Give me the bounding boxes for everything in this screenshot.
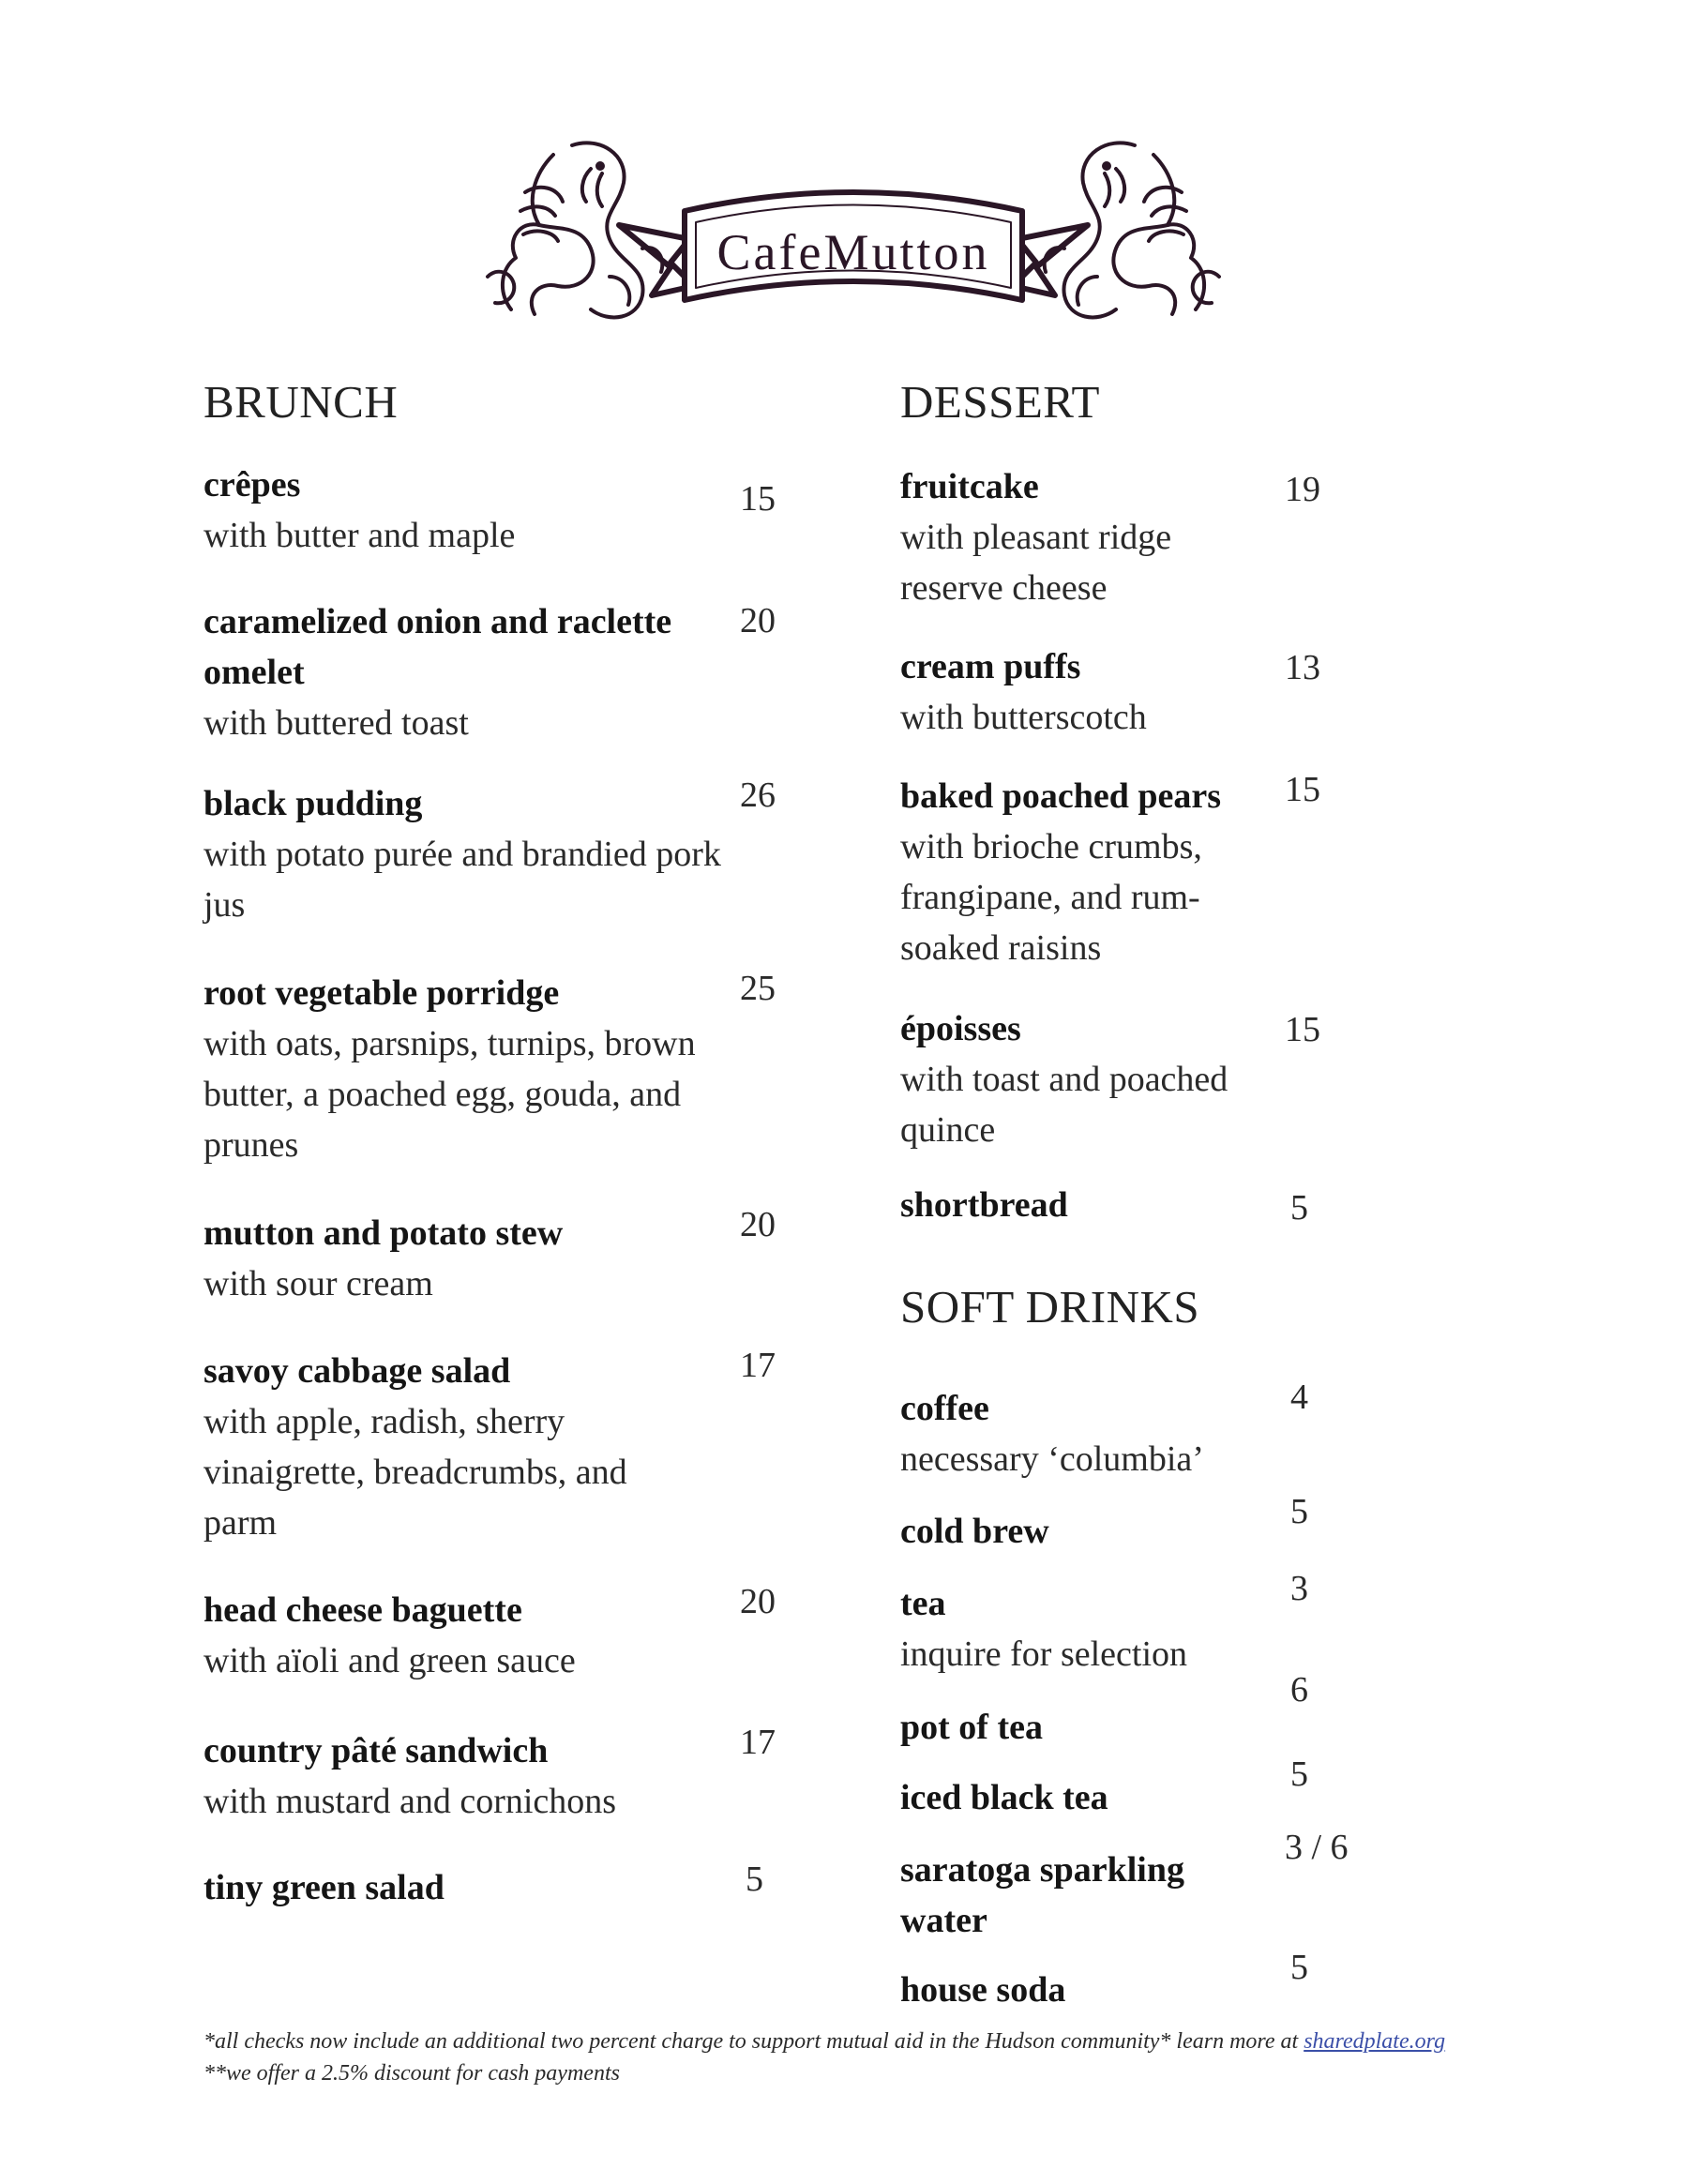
item-name: black pudding — [203, 784, 423, 823]
item-name: crêpes — [203, 465, 301, 505]
item-description: with butterscotch — [900, 698, 1147, 737]
item-price: 20 — [740, 601, 776, 640]
menu-item — [900, 1845, 1219, 1946]
item-name: shortbread — [900, 1185, 1068, 1225]
footnotes — [203, 2026, 1516, 2089]
item-price: 5 — [746, 1860, 763, 1899]
item-name: saratoga sparkling water — [900, 1850, 1184, 1940]
item-name: iced black tea — [900, 1778, 1108, 1817]
footnote-mutual-aid — [203, 2026, 1516, 2057]
item-description: with oats, parsnips, turnips, brown butter, a poached egg, gouda, and prunes — [203, 1024, 696, 1165]
item-description: with toast and poached quince — [900, 1060, 1228, 1150]
menu-item — [203, 1585, 729, 1686]
menu-item — [900, 1180, 1257, 1230]
menu-item — [203, 778, 729, 930]
item-name: coffee — [900, 1389, 989, 1428]
item-name: mutton and potato stew — [203, 1213, 564, 1253]
item-description: with pleasant ridge reserve cheese — [900, 518, 1172, 608]
dessert-title: DESSERT — [900, 376, 1100, 428]
item-price: 15 — [1285, 770, 1320, 809]
item-name: house soda — [900, 1970, 1066, 2010]
item-price: 3 / 6 — [1285, 1828, 1349, 1867]
item-name: cream puffs — [900, 647, 1081, 686]
menu-item — [900, 771, 1257, 973]
item-description: with buttered toast — [203, 703, 469, 743]
item-price: 13 — [1285, 648, 1320, 687]
item-name: caramelized onion and raclette omelet — [203, 602, 672, 692]
item-name: root vegetable porridge — [203, 973, 560, 1013]
item-price: 15 — [1285, 1010, 1320, 1049]
menu-item — [203, 1208, 729, 1309]
item-price: 20 — [740, 1205, 776, 1244]
item-price: 4 — [1290, 1378, 1308, 1417]
item-description: inquire for selection — [900, 1634, 1188, 1674]
item-description: with butter and maple — [203, 516, 516, 555]
menu-item — [203, 1862, 729, 1913]
menu-item — [900, 1772, 1257, 1823]
sharedplate-link[interactable]: sharedplate.org — [1304, 2029, 1446, 2054]
item-name: tea — [900, 1584, 946, 1623]
menu-item — [900, 1702, 1257, 1753]
item-description: necessary ‘columbia’ — [900, 1439, 1204, 1479]
menu-item — [203, 1346, 691, 1548]
menu-item — [900, 1578, 1257, 1679]
item-description: with apple, radish, sherry vinaigrette, breadcrumbs, and parm — [203, 1402, 627, 1543]
item-price: 5 — [1290, 1755, 1308, 1794]
menu-item — [900, 641, 1257, 743]
item-price: 20 — [740, 1582, 776, 1621]
menu-item — [900, 1965, 1257, 2015]
menu-item — [203, 596, 729, 748]
item-price: 5 — [1290, 1188, 1308, 1228]
item-description: with mustard and cornichons — [203, 1782, 617, 1821]
menu-item — [203, 968, 743, 1170]
menu-item — [203, 459, 729, 561]
item-price: 6 — [1290, 1670, 1308, 1710]
soft-drinks-title: SOFT DRINKS — [900, 1281, 1200, 1333]
item-name: tiny green salad — [203, 1868, 445, 1907]
item-name: fruitcake — [900, 467, 1039, 506]
item-price: 25 — [740, 969, 776, 1008]
item-description: with aïoli and green sauce — [203, 1641, 576, 1680]
item-name: country pâté sandwich — [203, 1731, 549, 1770]
item-name: baked poached pears — [900, 776, 1222, 816]
menu-item — [900, 1003, 1257, 1155]
item-price: 26 — [740, 776, 776, 815]
footnote-text: *all checks now include an additional two percent charge to support mutual aid in the Hudson community* learn more at — [203, 2029, 1304, 2054]
item-description: with brioche crumbs, frangipane, and rum-soaked raisins — [900, 827, 1202, 968]
menu-item — [203, 1725, 729, 1827]
item-price: 15 — [740, 479, 776, 519]
item-name: head cheese baguette — [203, 1590, 522, 1630]
item-name: cold brew — [900, 1512, 1049, 1551]
item-price: 3 — [1290, 1569, 1308, 1608]
item-description: with sour cream — [203, 1264, 433, 1303]
menu-item — [900, 1506, 1257, 1557]
item-price: 5 — [1290, 1492, 1308, 1531]
item-price: 19 — [1285, 470, 1320, 509]
logo-wordmark: CafeMutton — [716, 224, 990, 280]
item-description: with potato purée and brandied pork jus — [203, 835, 721, 925]
item-price: 17 — [740, 1723, 776, 1762]
cafe-mutton-logo — [469, 136, 1238, 338]
brunch-title: BRUNCH — [203, 376, 399, 428]
footnote-cash-discount: **we offer a 2.5% discount for cash payments — [203, 2061, 620, 2086]
item-price: 5 — [1290, 1948, 1308, 1987]
item-name: pot of tea — [900, 1708, 1043, 1747]
menu-item — [900, 1383, 1257, 1484]
item-name: savoy cabbage salad — [203, 1351, 511, 1391]
menu-item — [900, 461, 1257, 613]
item-name: époisses — [900, 1009, 1021, 1048]
item-price: 17 — [740, 1346, 776, 1385]
